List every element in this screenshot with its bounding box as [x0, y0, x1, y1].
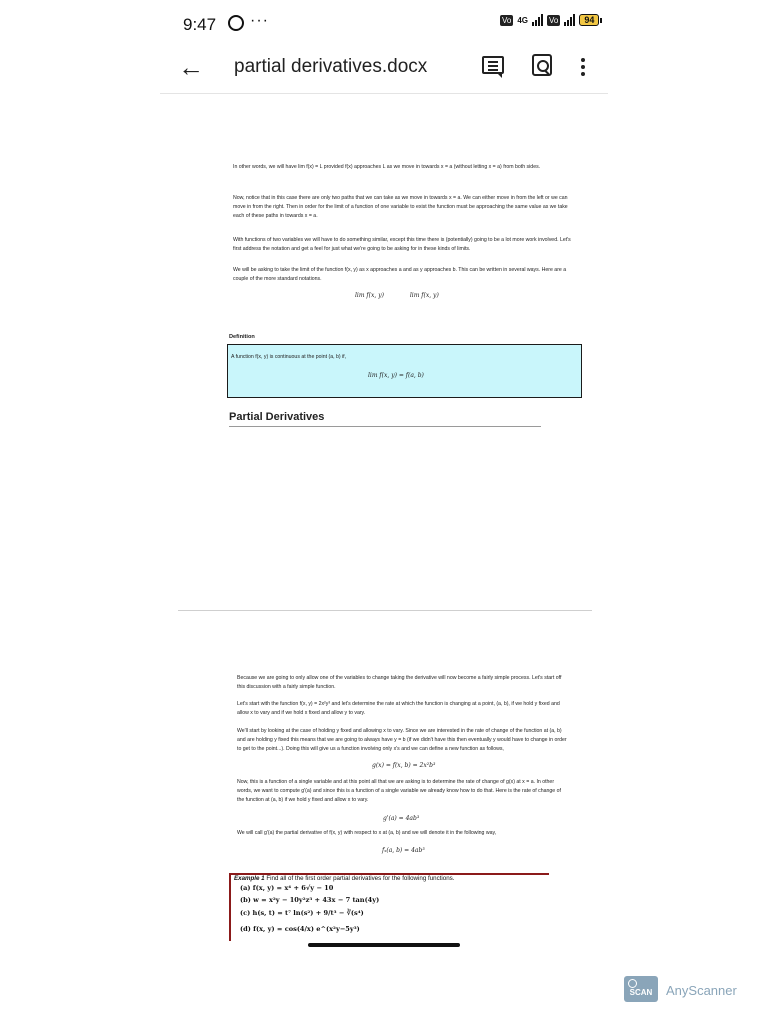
equation: g(x) = f(x, b) = 2x²b³ — [372, 762, 436, 769]
home-indicator[interactable] — [308, 943, 460, 947]
example-item: (a) f(x, y) = x⁴ + 6√y − 10 — [240, 884, 334, 892]
paragraph: In other words, we will have lim f(x) = L provided f(x) approaches L as we move in towards x = a (without letting x = a) from both sides. — [233, 164, 541, 170]
status-time: 9:47 — [183, 15, 217, 34]
example-item: (c) h(s, t) = t⁷ ln(s²) + 9/t³ − ∛(s⁴) — [240, 909, 364, 917]
page-break — [178, 610, 592, 611]
status-indicators — [500, 14, 599, 26]
document-title: partial derivatives.docx — [234, 56, 428, 77]
scanner-brand: AnyScanner — [666, 983, 737, 998]
section-rule — [229, 426, 541, 427]
network-type: 4G — [517, 15, 529, 25]
app-bar — [0, 48, 768, 88]
example-text: Find all of the first order partial derivatives for the following functions. — [266, 875, 455, 882]
status-bar — [0, 0, 768, 48]
back-arrow-icon[interactable]: ← — [178, 52, 204, 82]
paragraph: Because we are going to only allow one of the variables to change taking the derivative will now become a fairly simple process. Let's start off this discussion with a fairly simple function. — [237, 675, 562, 690]
definition-equation: lim f(x, y) = f(a, b) — [368, 372, 424, 379]
example-heading — [234, 875, 454, 882]
signal-icon — [532, 14, 543, 26]
signal-icon-2 — [564, 14, 575, 26]
example-label: Example 1 — [234, 875, 265, 882]
volte-icon-2: Vo — [549, 15, 559, 25]
section-heading: Partial Derivatives — [229, 411, 325, 423]
paragraph: Now, notice that in this case there are only two paths that we can take as we move in towards x = a. We can either move in from the left or we can move in from the right. Then in order for the limit of a function of one variable to exist the function must be approaching the same value as we take each of these paths in towards x = a. — [233, 195, 568, 219]
equation: fₓ(a, b) = 4ab³ — [382, 847, 425, 854]
example-item: (b) w = x²y − 10y²z³ + 43x − 7 tan(4y) — [240, 896, 380, 904]
find-in-document-icon[interactable] — [532, 54, 552, 76]
scanner-logo-icon — [624, 976, 658, 1002]
paragraph: We will be asking to take the limit of the function f(x, y) as x approaches a and as y approaches b. This can be written in several ways. Here are a couple of the more standard notations. — [233, 267, 567, 282]
app-bar-divider — [160, 93, 608, 94]
definition-box — [227, 344, 582, 398]
example-item: (d) f(x, y) = cos(4/x) e^(x²y−5y³) — [240, 925, 360, 933]
definition-label: Definition — [229, 334, 255, 340]
paragraph: With functions of two variables we will have to do something similar, except this time there is (potentially) going to be a lot more work involved. Let's first address the notation and get a feel for just what we're going to be asking for in these kinds of limits. — [233, 237, 571, 252]
limit-equation: lim f(x, y) — [355, 292, 384, 299]
whatsapp-icon — [228, 15, 244, 31]
battery-level: 94 — [579, 14, 599, 26]
paragraph: Now, this is a function of a single variable and at this point all that we are asking is to determine the rate of change of g(x) at x = a. In other words, we want to compute g'(a) and since this is a function of a single variable we already know how to do that. Here is the rate of change of the function at (a, b) if we hold y fixed and allow x to vary. — [237, 779, 561, 803]
paragraph: Let's start with the function f(x, y) = 2x²y³ and let's determine the rate at which the function is changing at a point, (a, b), if we hold y fixed and allow x to vary and if we hold x fixed and allow y to vary. — [237, 701, 560, 716]
equation: g'(a) = 4ab³ — [383, 815, 420, 822]
paragraph: We'll start by looking at the case of holding y fixed and allowing x to vary. Since we are interested in the rate of change of the function at (a, b) and are holding y fixed this means that we are going to always have y = b (if we didn't have this then eventually y would have to change in order to get to the point...). Doing this will give us a function involving only x's and we can define a new function as follows, — [237, 728, 567, 752]
definition-text: A function f(x, y) is continuous at the point (a, b) if, — [231, 354, 347, 360]
limit-notation — [355, 292, 463, 299]
comment-icon[interactable] — [482, 56, 504, 74]
volte-icon: Vo — [502, 15, 512, 25]
paragraph: We will call g'(a) the partial derivative of f(x, y) with respect to x at (a, b) and we will denote it in the following way, — [237, 830, 497, 836]
more-notifications-icon: ··· — [250, 12, 269, 29]
limit-equation: lim f(x, y) — [409, 292, 439, 299]
more-options-icon[interactable] — [579, 56, 587, 78]
scanner-logo-text: SCAN — [629, 988, 653, 997]
